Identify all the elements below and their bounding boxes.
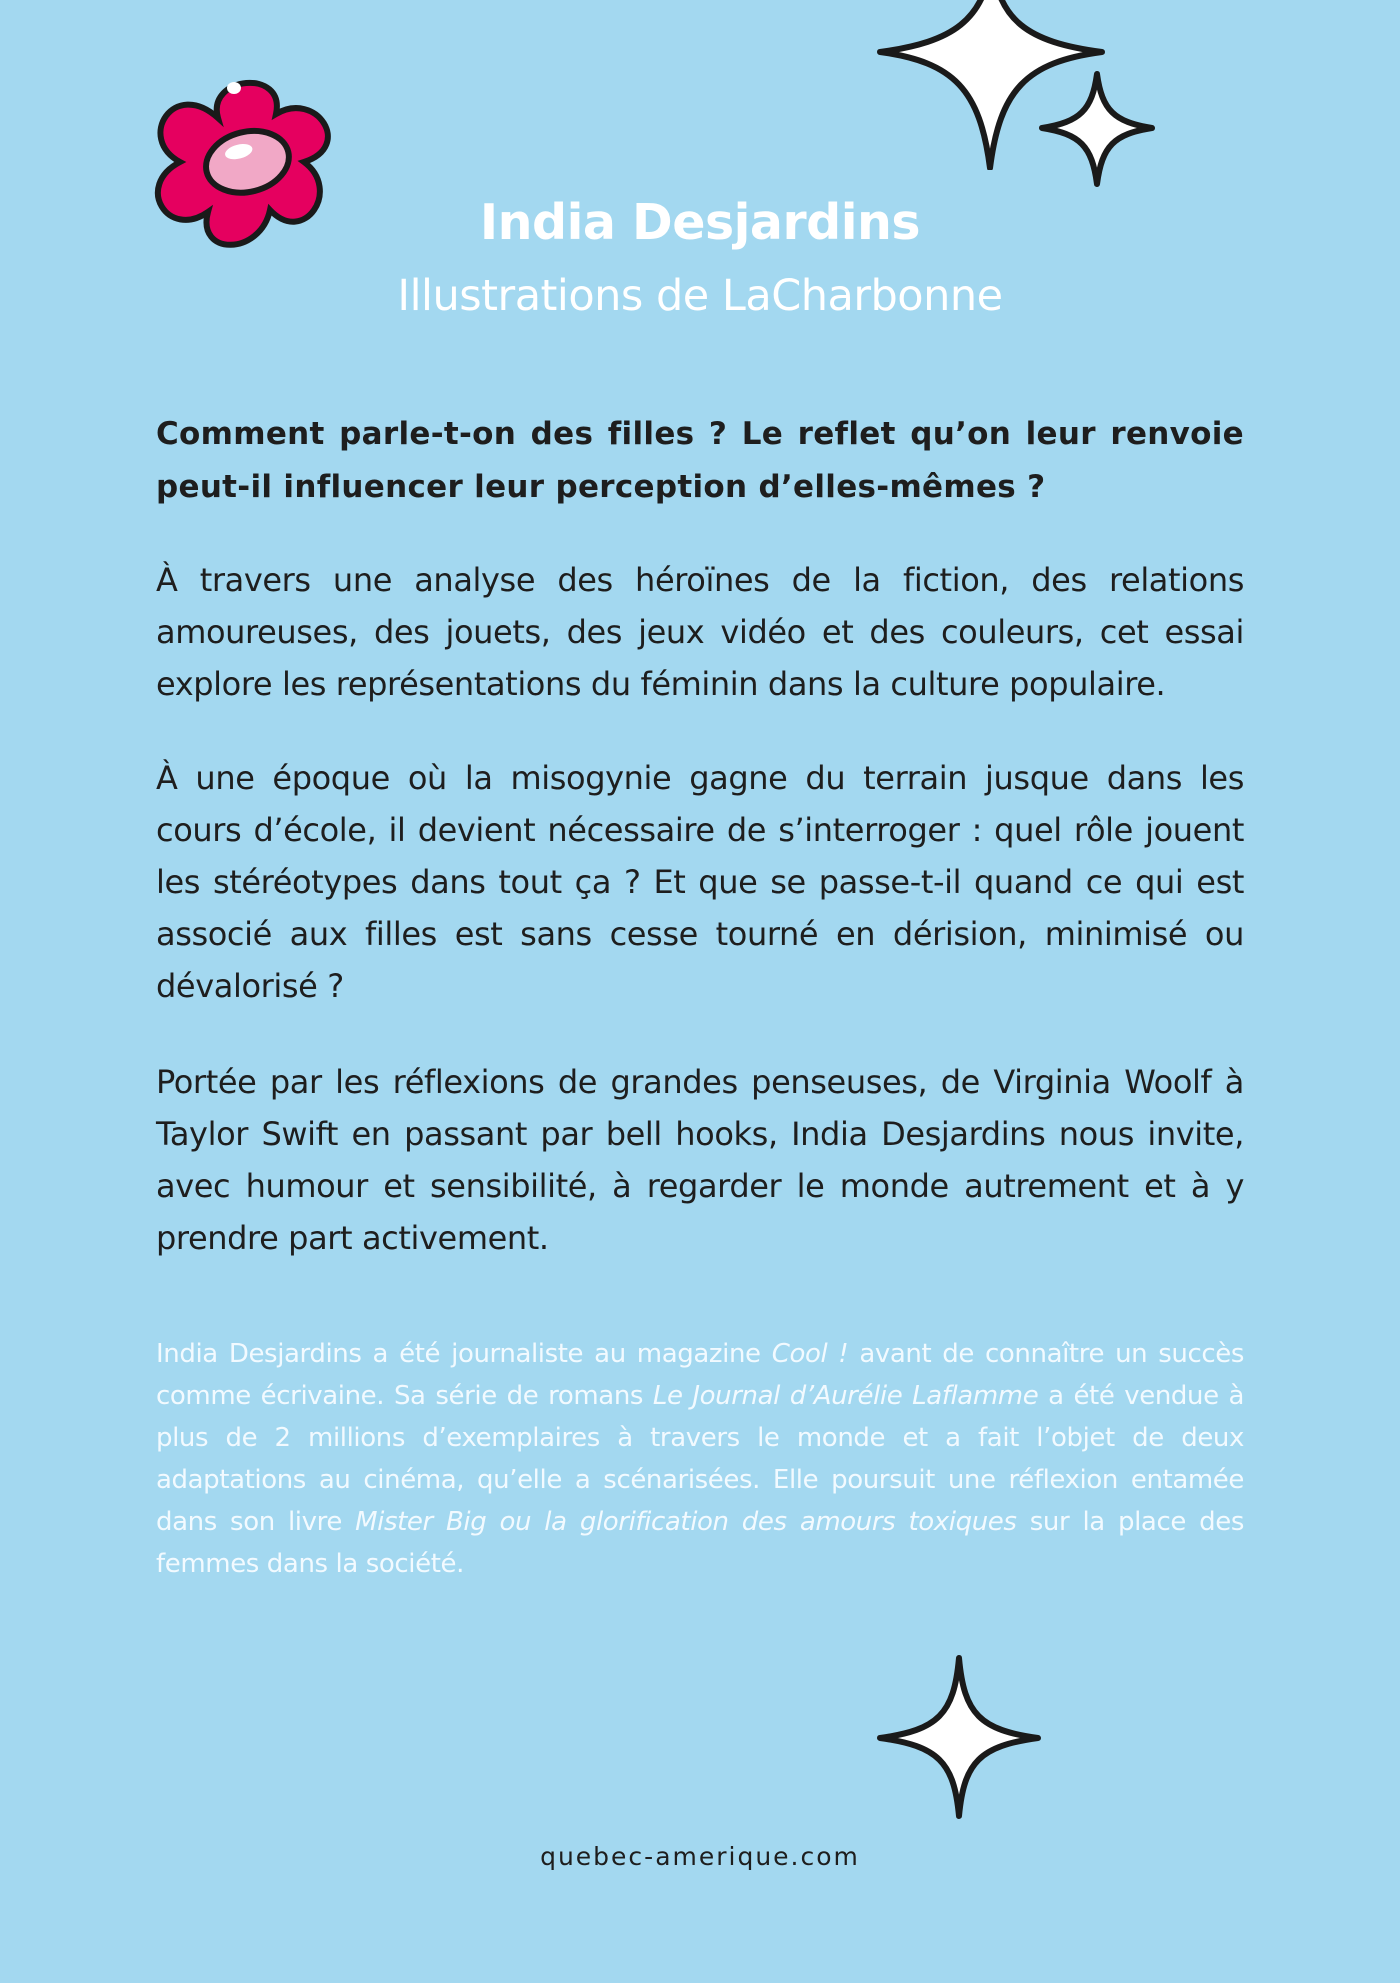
author-bio — [156, 1333, 1244, 1585]
paragraph-1: À travers une analyse des héroïnes de la fiction, des relations amoureuses, des jouets, des jeux vidéo et des couleurs, cet essai explore les représentations du féminin dans la culture populaire. — [156, 561, 1244, 703]
bio-text: India Desjardins a été journaliste au magazine — [156, 1339, 772, 1369]
bio-text: a été vendue à plus de 2 millions d’exemplaires à travers le monde et a fait l’objet de deux adaptations au cinéma, qu’elle a scénarisées. Elle poursuit une réflexion entamée dans son livre — [156, 1381, 1245, 1537]
bio-title-book: Mister Big ou la glorification des amours toxiques — [355, 1507, 1017, 1537]
publisher-website[interactable]: quebec-amerique.com — [540, 1842, 860, 1871]
author-name: India Desjardins — [479, 194, 921, 251]
illustrator-credit: Illustrations de LaCharbonne — [397, 271, 1003, 321]
blurb — [156, 408, 1244, 1264]
paragraph-3: Portée par les réflexions de grandes penseuses, de Virginia Woolf à Taylor Swift en passant par bell hooks, India Desjardins nous invite, avec humour et sensibilité, à regarder le monde autrement et à y prendre part activement. — [156, 1063, 1244, 1257]
bio-title-magazine: Cool ! — [771, 1339, 849, 1369]
bio-text: sur la place des femmes dans la société. — [156, 1507, 1244, 1579]
bio-text: avant de connaître un succès comme écrivaine. Sa série de romans — [156, 1339, 1245, 1411]
lead-question: Comment parle-t-on des filles ? Le reflet qu’on leur renvoie peut-il influencer leur perception d’elles-mêmes ? — [156, 416, 1244, 505]
sparkle-star-icon — [876, 1654, 1042, 1820]
bio-title-series: Le Journal d’Aurélie Laflamme — [652, 1381, 1039, 1411]
paragraph-2: À une époque où la misogynie gagne du terrain jusque dans les cours d’école, il devient nécessaire de s’interroger : quel rôle jouent les stéréotypes dans tout ça ? Et que se passe-t-il quand ce qui est associé aux filles est sans cesse tourné en dérision, minimisé ou dévalorisé ? — [156, 759, 1244, 1005]
sparkle-star-icon — [1036, 70, 1158, 188]
